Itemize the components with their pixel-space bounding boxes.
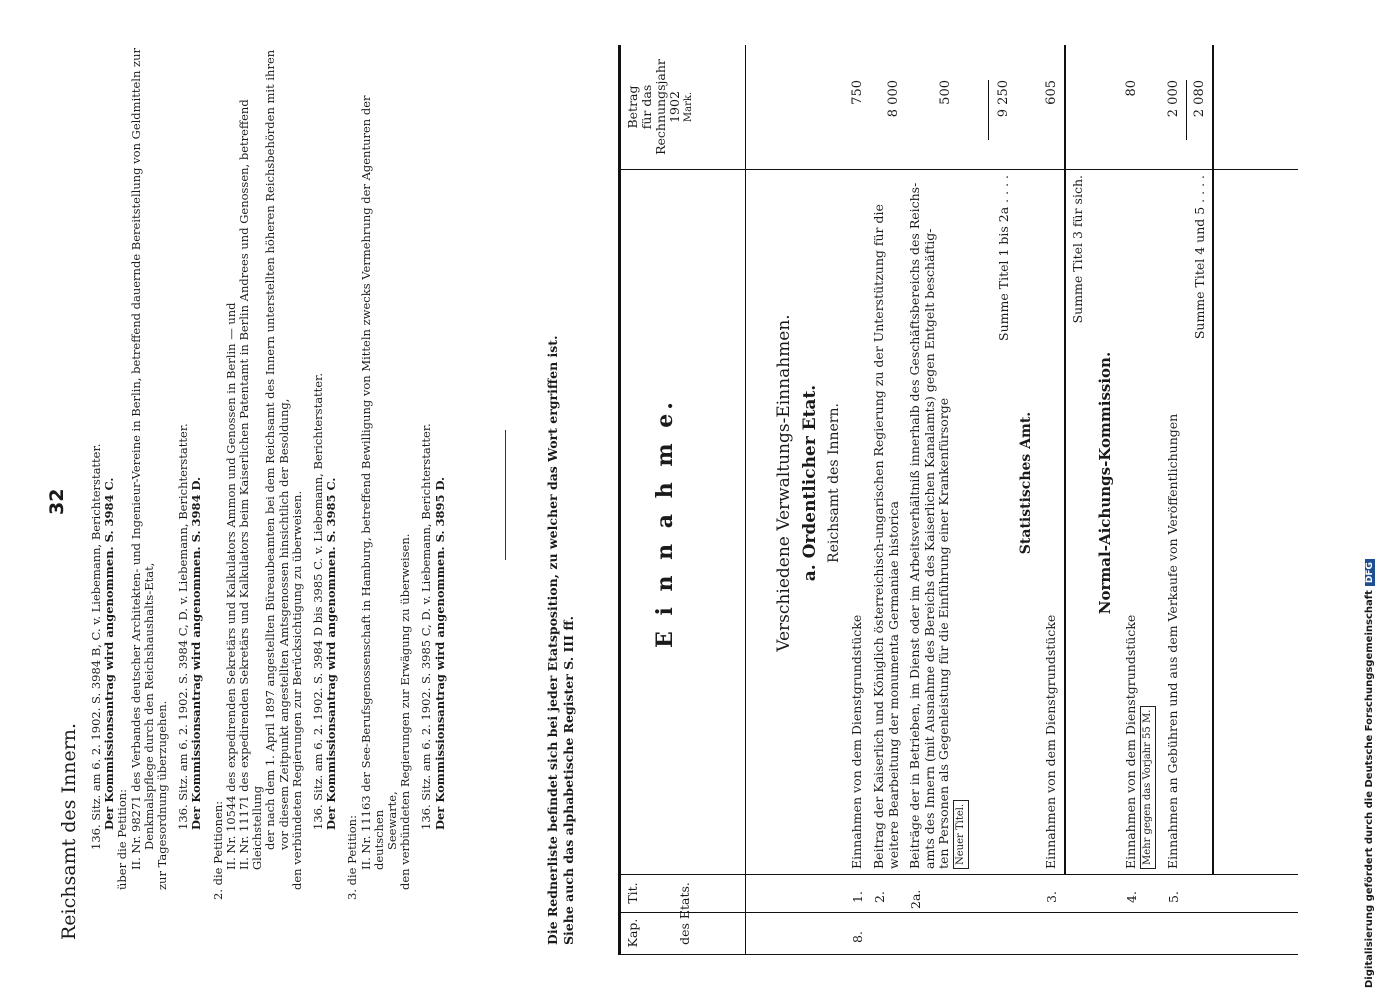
text-line: 136. Sitz. am 6. 2. 1902. S. 3985 C, D. v. Liebemann, Berichterstatter. (419, 423, 434, 830)
tit-number: 4. (1124, 891, 1139, 903)
table-header-rule (745, 45, 746, 955)
header-amount-line: 1902 (667, 91, 682, 123)
text-line: über die Petition: (115, 788, 130, 890)
text-line: Der Kommissionsantrag wird angenommen. S. 3985 C. (324, 477, 339, 830)
table-top-rule (618, 45, 621, 955)
header-amount-line: Rechnungsjahr (653, 59, 668, 155)
text-line: den verbündeten Regierungen zur Berücksichtigung zu überweisen. (289, 490, 304, 890)
petition-text (90, 40, 447, 900)
row-text: Einnahmen an Gebühren und aus dem Verkaufe von Veröffentlichungen (1165, 413, 1180, 869)
separator-line (505, 430, 506, 560)
text-line: Der Kommissionsantrag wird angenommen. S. 3984 C. (102, 477, 117, 830)
row-text (1124, 179, 1156, 869)
text-line: II. Nr. 11171 des expedirenden Sekretärs und Kalkulators beim Kaiserlichen Patentamt in Berlin Andrees und Genossen, betreffend Gleichstellung (237, 99, 265, 870)
sum-label: Summe Titel 1 bis 2a . . . . (996, 175, 1011, 341)
section-heading: Reichsamt des Innern. (826, 403, 842, 563)
section-heading: a. Ordentlicher Etat. (800, 384, 820, 582)
text-line: Der Kommissionsantrag wird angenommen. S. 3895 D. (432, 476, 447, 830)
row-amount: 8 000 (886, 80, 901, 118)
text-line: 3. die Petition: (345, 815, 360, 900)
section-rule (1064, 45, 1066, 875)
text-line: der nach dem 1. April 1897 angestellten Büreaubeamten bei dem Reichsamt des Innern unterstellten höheren Reichsbehörden mit ihren (263, 49, 278, 850)
row-amount: 2 000 (1166, 80, 1181, 118)
header-kap: Kap. (625, 918, 640, 948)
row-text-line: ten Personen als Gegenleistung für die Einführung einer Krankenfürsorge (936, 397, 951, 869)
sum-amount: 9 250 (996, 80, 1011, 118)
section-heading: Statistisches Amt. (1018, 411, 1034, 555)
row-text-line: Einnahmen von dem Dienstgrundstücke (1123, 614, 1138, 869)
note-line: Siehe auch das alphabetische Register S. III ff. (561, 616, 576, 945)
text-line: II. Nr. 10544 des expedirenden Sekretärs und Kalkulators Ammon und Genossen in Berlin — und (223, 302, 238, 870)
header-des-etats: des Etats. (677, 882, 692, 945)
note-line: Die Rednerliste befindet sich bei jeder Etatsposition, zu welcher das Wort ergriffen ist. (545, 335, 560, 945)
header-amount-line: Betrag (625, 85, 640, 129)
tit-number: 5. (1166, 891, 1181, 903)
page-number: 32 (46, 488, 68, 515)
row-amount: 750 (850, 80, 865, 105)
sum-rule (988, 80, 989, 140)
table-title: E i n n a h m e. (652, 398, 678, 648)
table-amount-rule (618, 169, 1298, 170)
dfg-logo: DFG (1365, 559, 1375, 586)
running-header: Reichsamt des Innern. (58, 722, 80, 940)
tit-number: 2. (872, 891, 887, 903)
table-left-rule (618, 954, 1298, 955)
section-heading: Verschiedene Verwaltungs-Einnahmen. (774, 314, 794, 652)
table-col-rule (618, 874, 1298, 875)
text-line: Denkmalspflege durch den Reichshaushalts-Etat, (141, 562, 156, 850)
budget-table (618, 45, 1298, 955)
header-amount-line: für das (639, 84, 654, 130)
sum-label: Summe Titel 3 für sich. (1070, 175, 1085, 324)
sum-label: Summe Titel 4 und 5 . . . . (1192, 175, 1207, 340)
row-note: Mehr gegen das Vorjahr 55 M. (1140, 706, 1157, 869)
text-line: II. Nr. 11163 der See-Berufsgenossenschaft in Hamburg, betreffend Bewilligung von Mitteln zwecks Vermehrung der Agenturen der deutschen (358, 95, 386, 870)
text-line: 136. Sitz. am 6. 2. 1902. S. 3984 D bis 3985 C. v. Liebemann, Berichterstatter. (311, 373, 326, 830)
tit-number: 1. (850, 891, 865, 903)
sum-amount: 2 080 (1192, 80, 1207, 118)
row-amount: 80 (1124, 80, 1139, 97)
table-col-rule (618, 912, 1298, 913)
tit-number: 3. (1044, 891, 1059, 903)
text-line: Seewarte, (385, 791, 400, 850)
section-heading: Normal-Aichungs-Kommission. (1096, 351, 1114, 615)
text-line: 136. Sitz. am 6. 2. 1902. S. 3984 B, C. v. Liebemann, Berichterstatter. (89, 443, 103, 850)
text-line: 2. die Petitionen: (210, 800, 225, 900)
reference-notes (545, 45, 577, 945)
header-tit: Tit. (625, 882, 640, 904)
row-text-line: weitere Bearbeitung der monumenta Germaniae historica (885, 501, 901, 869)
row-text (908, 179, 969, 869)
row-text-line: amts des Innern (mit Ausnahme des Bereichs des Kaiserlichen Kanalamts) gegen Entgelt beschäftig- (921, 228, 937, 869)
text-line: 136. Sitz. am 6. 2. 1902. S. 3984 C, D. v. Liebemann, Berichterstatter. (176, 423, 191, 830)
row-note: Neuer Titel. (953, 800, 970, 869)
text-line: vor diesem Zeitpunkt angestellten Amtsgenossen hinsichtlich der Besoldung, (276, 398, 291, 850)
table-bottom-rule (1212, 45, 1214, 875)
text-line: II. Nr. 98271 des Verbandes deutscher Architekten- und Ingenieur-Vereine in Berlin, betreffend dauernde Bereitstellung von Geldmitteln zur (128, 48, 143, 870)
row-text: Einnahmen von dem Dienstgrundstücke (1043, 614, 1058, 869)
header-amount (626, 47, 696, 167)
text-line: Der Kommissionsantrag wird angenommen. S. 3984 D. (189, 476, 204, 830)
text-line: zur Tagesordnung überzugehen. (155, 700, 170, 890)
digitization-credit (1362, 0, 1382, 1000)
sum-rule (1186, 80, 1187, 140)
text-line: den verbündeten Regierungen zur Erwägung zu überweisen. (398, 533, 413, 890)
row-text: Einnahmen von dem Dienstgrundstücke (849, 614, 864, 869)
dfg-credit-text: Digitalisierung gefördert durch die Deutsche ForschungsgemeinschaftDFG (1364, 559, 1375, 988)
tit-number: 2a. (908, 889, 923, 909)
row-amount: 605 (1044, 80, 1059, 105)
row-text-line: Beiträge der in Betrieben, im Dienst oder im Arbeitsverhältniß innerhalb des Geschäftsbereichs des Reichs- (907, 182, 922, 869)
header-amount-unit: Mark. (683, 91, 694, 123)
row-text (872, 179, 901, 869)
kap-number: 8. (850, 931, 865, 943)
row-text-line: Beitrag der Kaiserlich und Königlich österreichisch-ungarischen Regierung zu der Unterstützung für die (871, 204, 886, 869)
row-amount: 500 (938, 80, 953, 105)
